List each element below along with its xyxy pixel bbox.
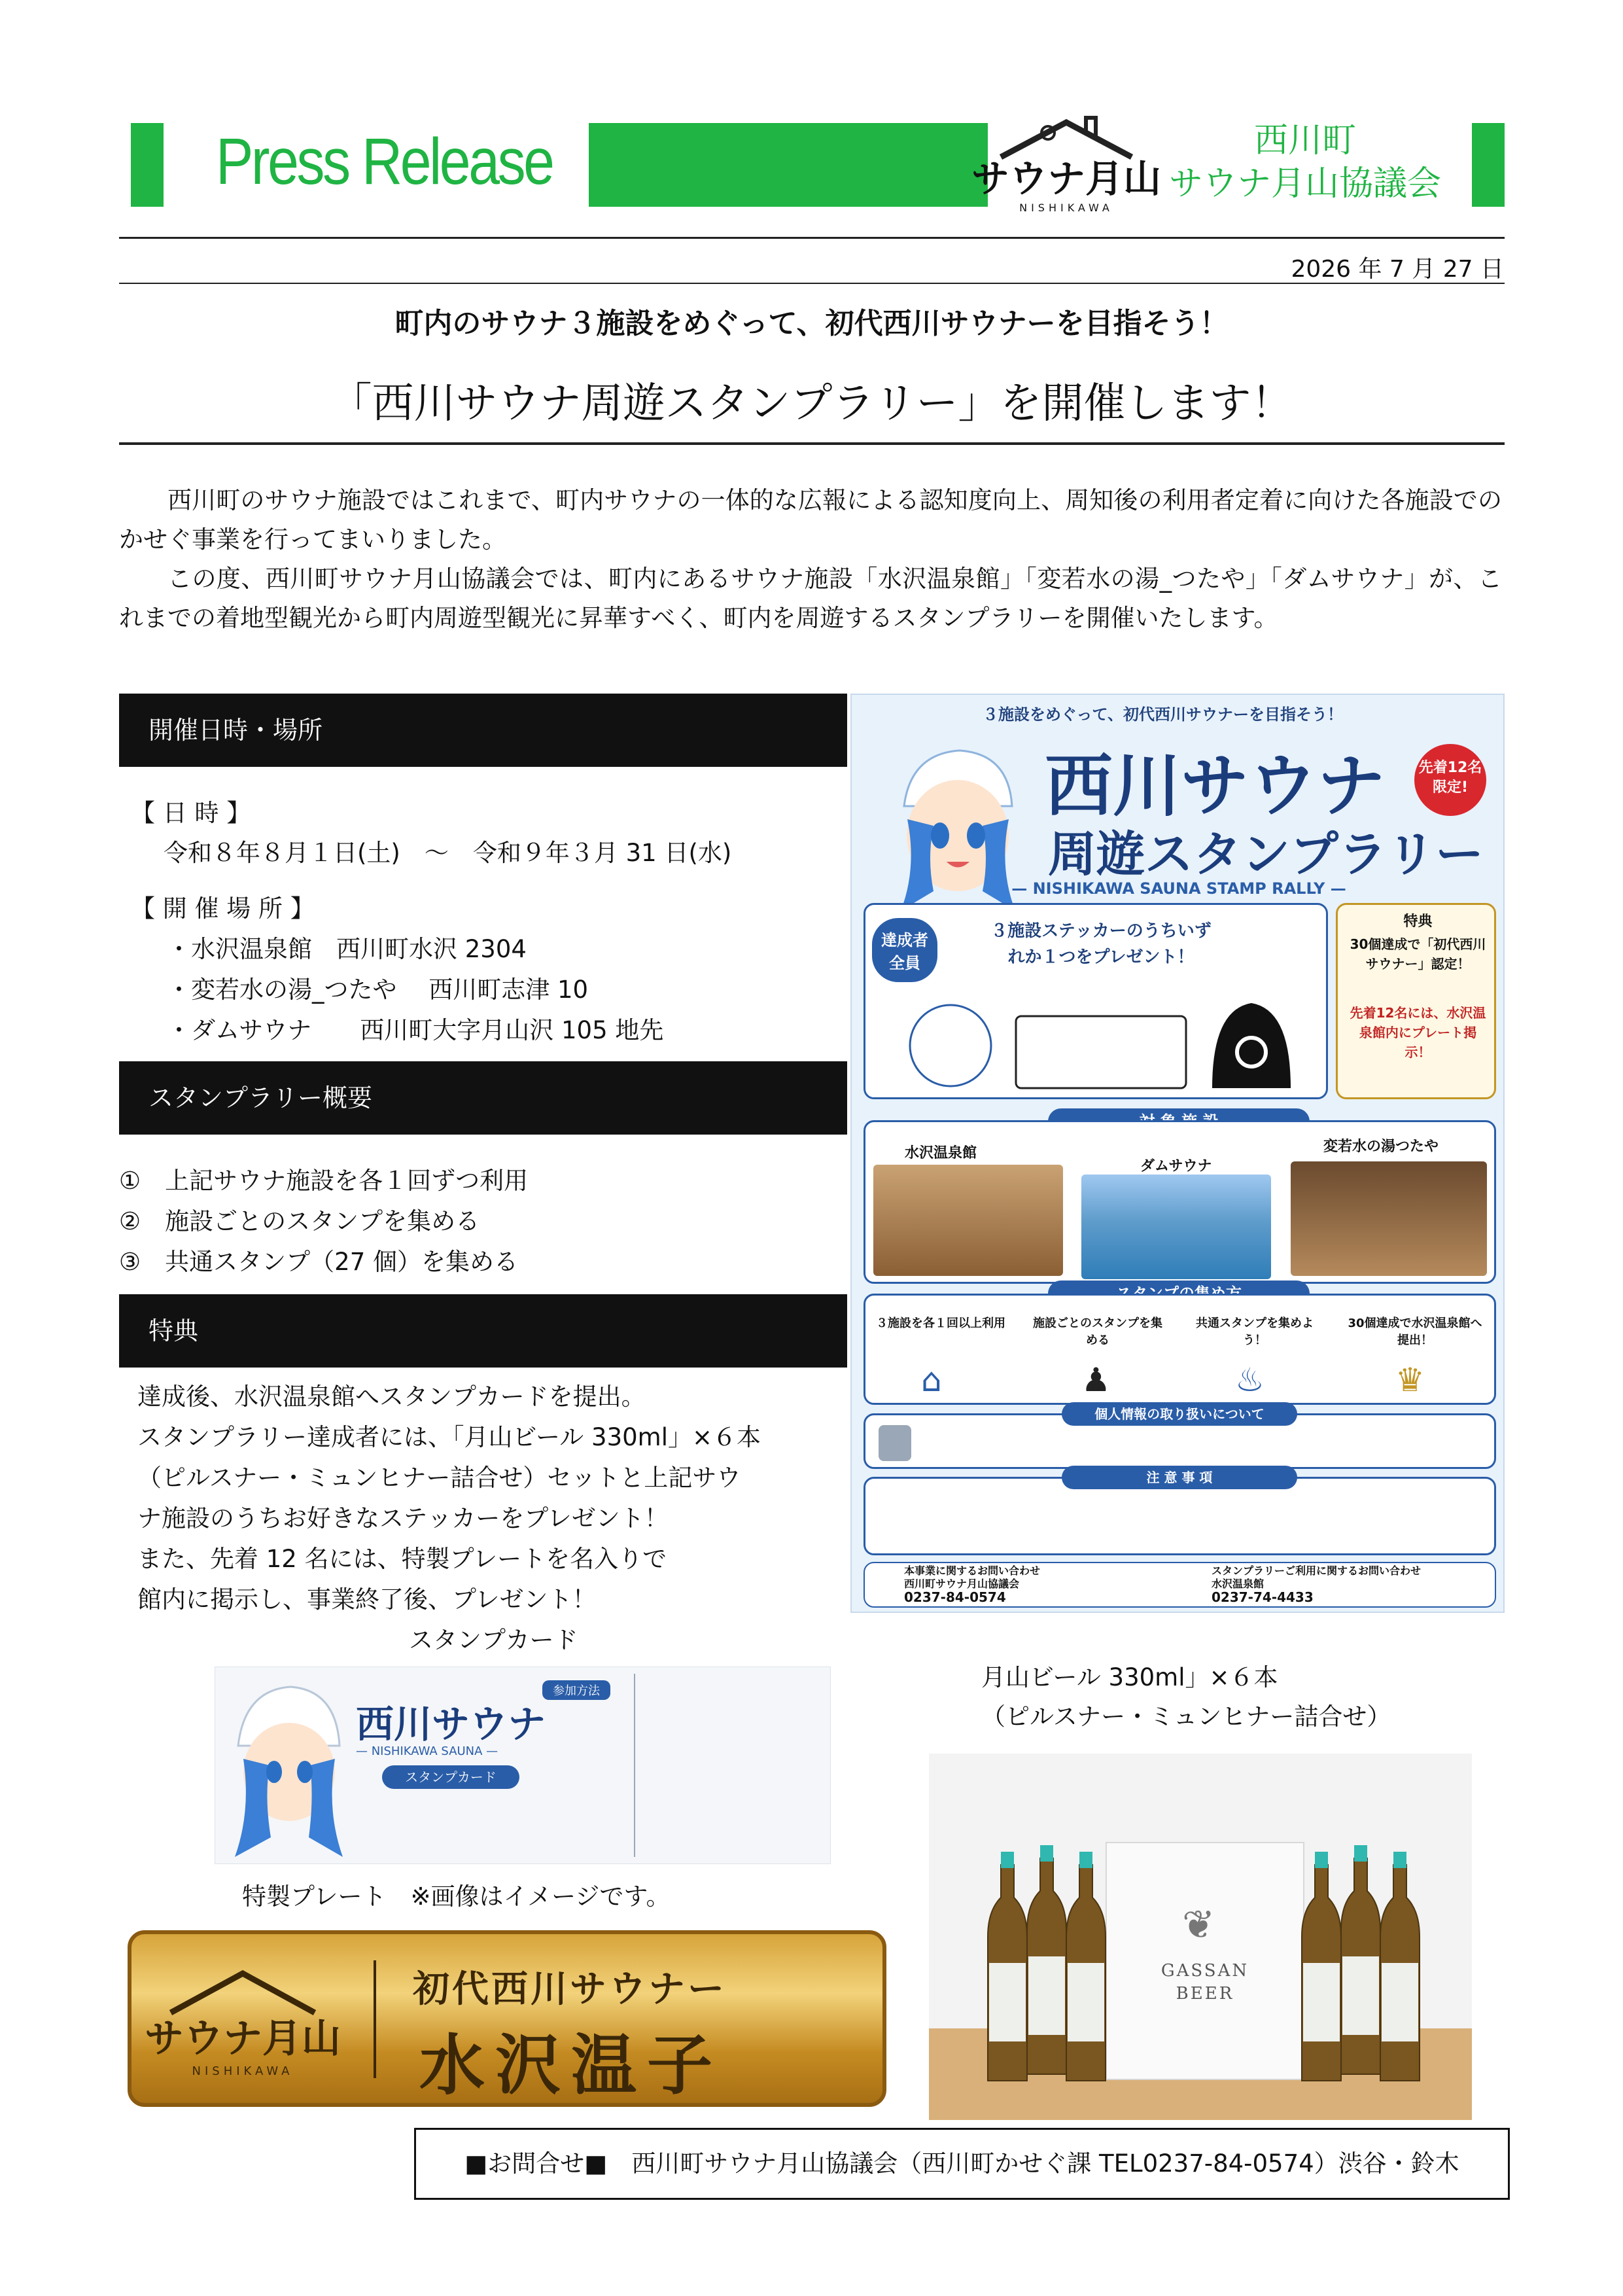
poster-title-2: 周遊スタンプラリー	[1048, 826, 1484, 883]
plate-caption: 特製プレート ※画像はイメージです。	[242, 1882, 671, 1911]
poster-perk-title: 特典	[1403, 913, 1433, 930]
benefit-line: スタンプラリー達成者には、「月山ビール 330ml」×６本	[137, 1423, 761, 1451]
sauna-gassan-logo	[971, 108, 1162, 219]
box-text-1: GASSAN	[1161, 1961, 1249, 1981]
onsen-icon: ♨	[1235, 1361, 1265, 1399]
special-plate-image	[128, 1930, 886, 2107]
poster-fac-1: 水沢温泉館	[905, 1145, 977, 1161]
subtitle: 町内のサウナ３施設をめぐって、初代西川サウナーを目指そう！	[394, 307, 1229, 340]
card-english: — NISHIKAWA SAUNA —	[356, 1744, 498, 1758]
poster-privacy-box	[864, 1406, 1496, 1469]
benefit-line: （ピルスナー・ミュンヒナー詰合せ）セットと上記サウ	[137, 1464, 741, 1492]
poster-facilities-box	[864, 1120, 1496, 1284]
poster-privacy-band: 個人情報の取り扱いについて	[1062, 1402, 1297, 1426]
poster-contact1-tel: 0237-84-0574	[904, 1589, 1006, 1605]
organization-name	[1151, 119, 1459, 205]
venue-item: ・ダムサウナ 西川町大字月山沢 105 地先	[167, 1016, 664, 1044]
howto-step: ３施設を各１回以上利用	[876, 1316, 1005, 1330]
card-character	[218, 1667, 349, 1863]
plate-divider	[374, 1960, 376, 2078]
header-mid-green-bar	[589, 123, 988, 207]
user-icon	[879, 1425, 911, 1461]
section-bar-benefits: 特典	[119, 1294, 847, 1368]
release-date: 2026 年 7 月 27 日	[1291, 256, 1504, 283]
poster-fac-3: 変若水の湯つたや	[1323, 1139, 1439, 1155]
poster-contact2	[1212, 1564, 1421, 1604]
header-left-green-bar	[131, 123, 164, 207]
beer-bottles	[929, 1754, 1472, 2120]
venue-item: ・水沢温泉館 西川町水沢 2304	[167, 935, 527, 963]
stamp-icon: ♟	[1081, 1361, 1111, 1399]
poster-present-text: ３施設ステッカーのうちいずれか１つをプレゼント！	[990, 921, 1212, 967]
stamp-card-caption: スタンプカード	[409, 1626, 578, 1654]
card-how-label: 参加方法	[542, 1680, 610, 1700]
poster-perk-2: 先着12名には、水沢温泉館内にプレート掲示！	[1350, 1005, 1486, 1060]
plate-line-2: 水沢温子	[419, 2026, 723, 2104]
plate-logo-text: サウナ月山	[145, 2016, 341, 2062]
poster-notes-band: 注 意 事 項	[1062, 1466, 1297, 1489]
section-bar-datetime-venue: 開催日時・場所	[119, 694, 847, 767]
gassan-beer-photo	[929, 1754, 1472, 2120]
beer-caption-2: （ピルスナー・ミュンヒナー詰合せ）	[981, 1703, 1391, 1731]
poster-achiever: 達成者全員	[872, 918, 937, 982]
datetime-value: 令和８年８月１日(土) ～ 令和９年３月 31 日(水)	[164, 839, 732, 867]
intro-text	[119, 481, 1502, 638]
benefit-line: また、先着 12 名には、特製プレートを名入りで	[137, 1545, 667, 1573]
poster-notes-box	[864, 1470, 1496, 1555]
stamp-rally-poster	[850, 694, 1505, 1613]
section-bar-overview: スタンプラリー概要	[119, 1061, 847, 1135]
intro-paragraph-2: この度、西川町サウナ月山協議会では、町内にあるサウナ施設「水沢温泉館」「変若水の湯_つたや」「ダムサウナ」が、これまでの着地型観光から町内周遊型観光に昇華すべく、町内を周遊するスタンプラリーを開催いたします。	[119, 565, 1502, 632]
card-label: スタンプカード	[382, 1765, 519, 1789]
howto-step: 30個達成で水沢温泉館へ提出！	[1348, 1316, 1482, 1347]
title-rule	[119, 442, 1505, 445]
benefit-line: 館内に掲示し、事業終了後、プレゼント！	[137, 1585, 597, 1614]
poster-contact1-title: 本事業に関するお問い合わせ	[904, 1564, 1041, 1577]
org-line-1: 西川町	[1253, 121, 1356, 160]
press-release-heading: Press Release	[216, 125, 553, 198]
poster-contact-box	[864, 1562, 1496, 1608]
benefit-line: 達成後、水沢温泉館へスタンプカードを提出。	[137, 1383, 646, 1411]
top-rule	[119, 237, 1505, 239]
poster-perk-box	[1336, 903, 1496, 1099]
overview-step: ① 上記サウナ施設を各１回ずつ利用	[119, 1167, 529, 1195]
sticker-icons	[905, 997, 1310, 1095]
sauna-photo-mizusawa	[873, 1165, 1063, 1276]
org-line-2: サウナ月山協議会	[1168, 164, 1441, 203]
beer-caption-1: 月山ビール 330ml」×６本	[981, 1663, 1278, 1691]
leaf-icon: ❦	[1182, 1902, 1215, 1948]
plate-logo-icon	[145, 1960, 341, 2085]
card-title: 西川サウナ	[356, 1702, 546, 1746]
overview-step: ② 施設ごとのスタンプを集める	[119, 1207, 480, 1235]
box-text-2: BEER	[1176, 1984, 1234, 2004]
poster-contact2-title: スタンプラリーご利用に関するお問い合わせ	[1212, 1564, 1422, 1577]
poster-perk-1: 30個達成で「初代西川サウナー」認定！	[1350, 936, 1486, 972]
logo-subtext: NISHIKAWA	[1019, 202, 1113, 214]
crown-icon: ♛	[1395, 1361, 1425, 1399]
poster-contact2-tel: 0237-74-4433	[1212, 1589, 1314, 1605]
benefit-line: ナ施設のうちお好きなステッカーをプレゼント！	[137, 1504, 669, 1532]
poster-badge-text: 先着12名限定!	[1418, 760, 1482, 796]
date-rule	[119, 283, 1505, 284]
poster-badge	[1414, 744, 1486, 816]
plate-line-1: 初代西川サウナー	[413, 1968, 727, 2011]
poster-top-line: ３施設をめぐって、初代西川サウナーを目指そう！	[983, 705, 1344, 724]
contact-box: ■お問合せ■ 西川町サウナ月山協議会（西川町かせぐ課 TEL0237-84-0574）渋谷・鈴木	[414, 2128, 1510, 2200]
poster-title-1: 西川サウナ	[1045, 746, 1386, 826]
datetime-label: 【 日 時 】	[131, 799, 251, 827]
venue-item: ・変若水の湯_つたや 西川町志津 10	[167, 976, 589, 1004]
poster-present-box	[864, 903, 1328, 1099]
header-right-green-bar	[1472, 123, 1505, 207]
card-form-area	[634, 1674, 825, 1857]
intro-paragraph-1: 西川町のサウナ施設ではこれまで、町内サウナの一体的な広報による認知度向上、周知後の利用者定着に向けた各施設でのかせぐ事業を行ってまいりました。	[119, 486, 1502, 554]
howto-step: 施設ごとのスタンプを集める	[1033, 1316, 1162, 1347]
sauna-photo-dam	[1081, 1174, 1271, 1279]
poster-english: — NISHIKAWA SAUNA STAMP RALLY —	[1011, 879, 1346, 898]
house-icon: ⌂	[921, 1361, 942, 1399]
poster-contact2-org: 水沢温泉館	[1212, 1578, 1265, 1590]
howto-step: 共通スタンプを集めよう！	[1196, 1316, 1314, 1347]
main-title: 「西川サウナ周遊スタンプラリー」を開催します！	[330, 380, 1293, 428]
poster-contact1-org: 西川町サウナ月山協議会	[904, 1578, 1020, 1590]
poster-contact1	[904, 1564, 1040, 1604]
sauna-photo-tsutaya	[1291, 1161, 1487, 1276]
stamp-card-image	[215, 1667, 831, 1864]
logo-text: サウナ月山	[971, 156, 1162, 201]
overview-step: ③ 共通スタンプ（27 個）を集める	[119, 1248, 519, 1276]
poster-howto-box	[864, 1294, 1496, 1405]
venue-label: 【 開 催 場 所 】	[131, 894, 315, 923]
plate-logo-sub: NISHIKAWA	[192, 2064, 294, 2078]
poster-fac-2: ダムサウナ	[1140, 1158, 1212, 1174]
